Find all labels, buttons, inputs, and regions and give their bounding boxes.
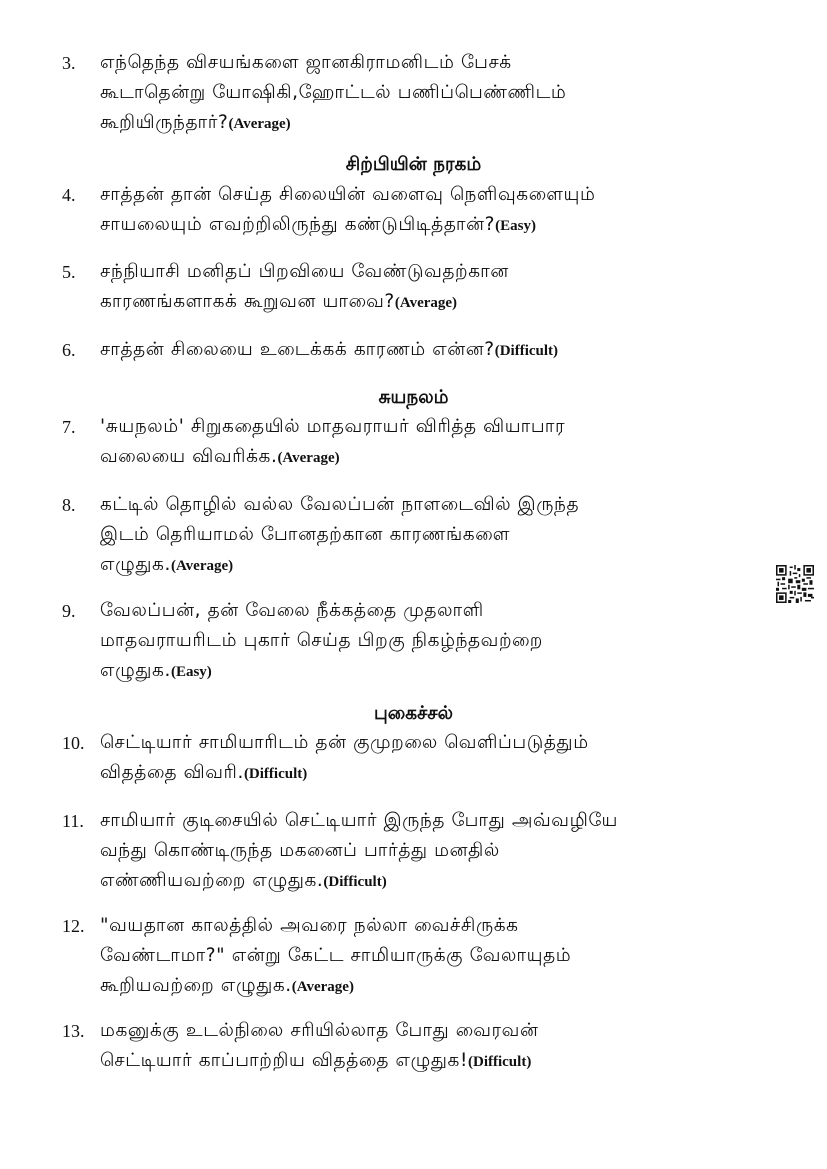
difficulty-label: (Difficult) bbox=[243, 766, 308, 782]
question-line: காரணங்களாகக் கூறுவன யாவை? bbox=[100, 291, 395, 312]
section-heading: சுயநலம் bbox=[378, 387, 449, 408]
question-line: கூறியவற்றை எழுதுக. bbox=[100, 975, 292, 996]
difficulty-label: (Easy) bbox=[170, 664, 212, 680]
difficulty-label: (Difficult) bbox=[468, 1054, 532, 1070]
question-line: எழுதுக. bbox=[100, 660, 171, 681]
section-heading: புகைச்சல் bbox=[374, 703, 453, 724]
question-line: சாமியார் குடிசையில் செட்டியார் இருந்த போது அவ்வழியே bbox=[100, 810, 618, 831]
question-line: வேண்டாமா?" என்று கேட்ட சாமியாருக்கு வேலாயுதம் bbox=[100, 945, 572, 966]
question-number: 6. bbox=[62, 340, 76, 360]
difficulty-label: (Average) bbox=[228, 116, 291, 132]
question-number: 9. bbox=[62, 601, 76, 621]
question-line: சாயலையும் எவற்றிலிருந்து கண்டுபிடித்தான்? bbox=[100, 214, 496, 235]
question-number: 11. bbox=[62, 811, 84, 831]
difficulty-label: (Difficult) bbox=[323, 874, 387, 890]
difficulty-label: (Average) bbox=[291, 979, 354, 995]
question-line: வந்து கொண்டிருந்த மகனைப் பார்த்து மனதில் bbox=[100, 840, 500, 861]
question-line: இடம் தெரியாமல் போனதற்கான காரணங்களை bbox=[100, 524, 511, 545]
question-number: 8. bbox=[62, 495, 76, 515]
difficulty-label: (Average) bbox=[394, 295, 458, 311]
question-number: 13. bbox=[62, 1021, 85, 1041]
question-number: 4. bbox=[62, 185, 76, 205]
question-number: 3. bbox=[62, 53, 76, 73]
difficulty-label: (Average) bbox=[277, 450, 340, 466]
question-line: எழுதுக. bbox=[100, 554, 171, 575]
question-line: எந்தெந்த விசயங்களை ஜானகிராமனிடம் பேசக் bbox=[100, 52, 512, 73]
question-line: சந்நியாசி மனிதப் பிறவியை வேண்டுவதற்கான bbox=[100, 261, 509, 282]
question-line: கட்டில் தொழில் வல்ல வேலப்பன் நாளடைவில் இருந்த bbox=[100, 494, 580, 515]
question-line: கூறியிருந்தார்? bbox=[100, 112, 229, 133]
difficulty-label: (Difficult) bbox=[494, 343, 559, 359]
question-line: செட்டியார் சாமியாரிடம் தன் குமுறலை வெளிப்படுத்தும் bbox=[100, 732, 589, 753]
question-number: 12. bbox=[62, 916, 85, 936]
question-number: 5. bbox=[62, 262, 76, 282]
question-line: மாதவராயரிடம் புகார் செய்த பிறகு நிகழ்ந்தவற்றை bbox=[100, 630, 543, 651]
question-line: கூடாதென்று யோஷிகி,ஹோட்டல் பணிப்பெண்ணிடம் bbox=[100, 82, 567, 103]
question-line: செட்டியார் காப்பாற்றிய விதத்தை எழுதுக! bbox=[100, 1050, 468, 1071]
difficulty-label: (Average) bbox=[170, 558, 234, 574]
question-line: சாத்தன் சிலையை உடைக்கக் காரணம் என்ன? bbox=[100, 339, 495, 360]
difficulty-label: (Easy) bbox=[495, 218, 536, 234]
question-line: மகனுக்கு உடல்நிலை சரியில்லாத போது வைரவன் bbox=[100, 1020, 539, 1041]
question-line: 'சுயநலம்' சிறுகதையில் மாதவராயர் விரித்த வியாபார bbox=[100, 416, 566, 437]
question-line: வேலப்பன், தன் வேலை நீக்கத்தை முதலாளி bbox=[100, 600, 484, 621]
question-line: "வயதான காலத்தில் அவரை நல்லா வைச்சிருக்க bbox=[100, 915, 519, 936]
question-line: எண்ணியவற்றை எழுதுக. bbox=[100, 870, 324, 891]
question-number: 10. bbox=[62, 733, 85, 753]
qr-code-icon[interactable] bbox=[776, 565, 814, 603]
section-heading: சிற்பியின் நரகம் bbox=[345, 154, 482, 175]
question-number: 7. bbox=[62, 417, 76, 437]
question-line: வலையை விவரிக்க. bbox=[100, 446, 278, 467]
question-line: சாத்தன் தான் செய்த சிலையின் வளைவு நெளிவுகளையும் bbox=[100, 184, 596, 205]
question-line: விதத்தை விவரி. bbox=[100, 762, 244, 783]
